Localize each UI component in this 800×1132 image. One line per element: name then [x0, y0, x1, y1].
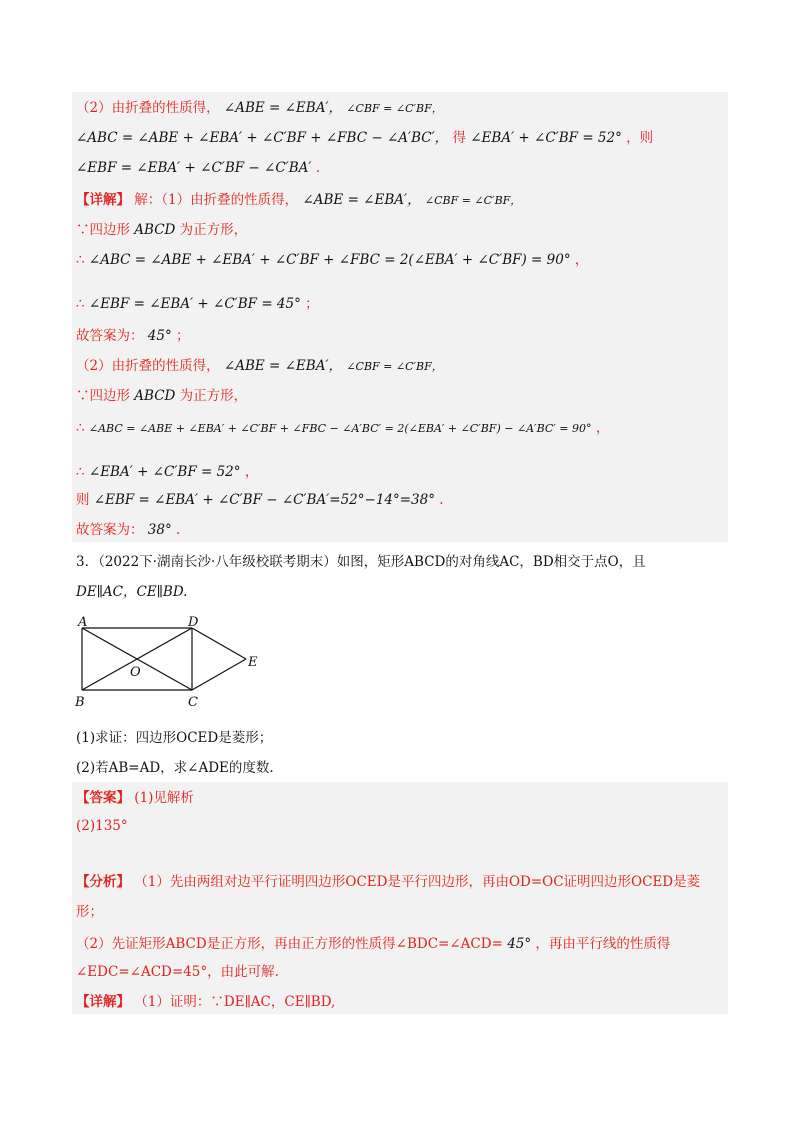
equation: ∠EBA′ + ∠C′BF = 52°	[470, 130, 622, 146]
answer-label: 【答案】	[76, 790, 130, 806]
analysis3-line-2	[76, 934, 670, 954]
analysis-line-1	[76, 98, 443, 119]
label-C: C	[188, 695, 198, 710]
text: .	[315, 160, 321, 176]
detail-line-9	[76, 462, 258, 482]
label-D: D	[188, 615, 199, 630]
question3-part1: (1)求证：四边形OCED是菱形；	[76, 730, 273, 746]
analysis-line-2	[76, 128, 653, 148]
question3-part2: (2)若AB=AD，求∠ADE的度数.	[76, 760, 274, 776]
text: 得	[452, 130, 466, 146]
text: ；	[305, 296, 319, 312]
equation: ∠ABC = ∠ABE + ∠EBA′ + ∠C′BF + ∠FBC = 2(∠EBA′ + ∠C′BF) = 90°	[88, 252, 571, 268]
label-O: O	[130, 665, 141, 680]
text: ，再由平行线的性质得	[535, 936, 671, 952]
text: 解：（1）由折叠的性质得，	[134, 192, 299, 208]
question3-line-2: DE∥AC，CE∥BD.	[76, 584, 188, 600]
equation: ∠EBF = ∠EBA′ + ∠C′BF = 45°	[88, 296, 301, 312]
answer-line-1	[76, 788, 194, 808]
detail-label: 【详解】	[76, 192, 130, 208]
label-A: A	[78, 615, 88, 630]
text: ，	[574, 252, 589, 268]
text: 为正方形，	[179, 222, 248, 238]
equation: ∠ABE = ∠EBA′，	[223, 100, 343, 116]
analysis-label: 【分析】	[76, 874, 130, 890]
detail-line-4	[76, 294, 319, 314]
text: （2）由折叠的性质得，	[76, 100, 220, 116]
equation: ∠EBF = ∠EBA′ + ∠C′BF − ∠C′BA′	[76, 160, 312, 176]
analysis-line-3	[76, 158, 320, 178]
detail3-line-1	[76, 992, 335, 1012]
value: 45°	[507, 936, 532, 952]
therefore-symbol: ∴	[76, 420, 85, 436]
equation: ∠CBF = ∠C′BF，	[346, 102, 443, 115]
edge-CE	[192, 659, 246, 690]
therefore-symbol: ∴	[76, 296, 85, 312]
text: 故答案为：	[76, 328, 144, 344]
value: 38°	[147, 522, 172, 538]
equation: ∠ABC = ∠ABE + ∠EBA′ + ∠C′BF + ∠FBC − ∠A′BC′，	[76, 130, 449, 146]
label-B: B	[75, 695, 85, 710]
detail-line-7	[76, 386, 247, 406]
detail-line-10	[76, 490, 444, 510]
text: （1）证明：∵DE∥AC，CE∥BD,	[134, 994, 336, 1010]
edge-DE	[192, 628, 246, 659]
analysis3-line-1	[76, 872, 700, 892]
text: ∵四边形	[76, 388, 130, 404]
question3-line-1: 3．（2022下·湖南长沙·八年级校联考期末）如图，矩形ABCD的对角线AC，BD相交于点O，且	[76, 554, 646, 570]
equation: ∠EBF = ∠EBA′ + ∠C′BF − ∠C′BA′=52°−14°=38°	[93, 492, 435, 508]
label-E: E	[248, 655, 258, 670]
text: （1）先由两组对边平行证明四边形OCED是平行四边形，再由OD=OC证明四边形OCED是菱	[134, 874, 701, 890]
answer-text: (1)见解析	[134, 790, 194, 806]
equation: ∠ABC = ∠ABE + ∠EBA′ + ∠C′BF + ∠FBC − ∠A′BC′ = 2(∠EBA′ + ∠C′BF) − ∠A′BC′ = 90°	[88, 422, 592, 435]
therefore-symbol: ∴	[76, 464, 85, 480]
answer-line-2: (2)135°	[76, 818, 128, 834]
text: ，	[595, 420, 610, 436]
equation: ∠CBF = ∠C′BF，	[346, 360, 443, 373]
detail-label: 【详解】	[76, 994, 130, 1010]
analysis3-line-1b: 形；	[76, 904, 103, 920]
detail-line-11	[76, 520, 180, 540]
detail-line-5	[76, 326, 190, 346]
detail-line-2	[76, 220, 247, 240]
detail-line-1	[76, 190, 521, 211]
analysis3-line-3: ∠EDC=∠ACD=45°，由此可解.	[76, 964, 279, 980]
math: ABCD	[134, 388, 176, 404]
text: .	[439, 492, 444, 508]
math: ABCD	[134, 222, 176, 238]
text: 则	[76, 492, 90, 508]
text: （2）先证矩形ABCD是正方形，再由正方形的性质得∠BDC=∠ACD=	[76, 936, 503, 952]
equation: ∠ABE = ∠EBA′，	[223, 358, 343, 374]
text: ∵四边形	[76, 222, 130, 238]
therefore-symbol: ∴	[76, 252, 85, 268]
detail-line-8	[76, 418, 609, 439]
detail-line-3	[76, 250, 588, 270]
equation: ∠EBA′ + ∠C′BF = 52°	[88, 464, 241, 480]
text: （2）由折叠的性质得，	[76, 358, 220, 374]
text: .	[176, 522, 181, 538]
text: 故答案为：	[76, 522, 144, 538]
value: 45°	[147, 328, 172, 344]
text: 为正方形，	[179, 388, 248, 404]
rectangle-figure	[70, 612, 270, 712]
equation: ∠CBF = ∠C′BF，	[424, 194, 522, 207]
text: ，则	[626, 130, 654, 146]
text: ；	[176, 328, 190, 344]
detail-line-6	[76, 356, 443, 377]
text: ，	[244, 464, 259, 480]
equation: ∠ABE = ∠EBA′，	[302, 192, 421, 208]
